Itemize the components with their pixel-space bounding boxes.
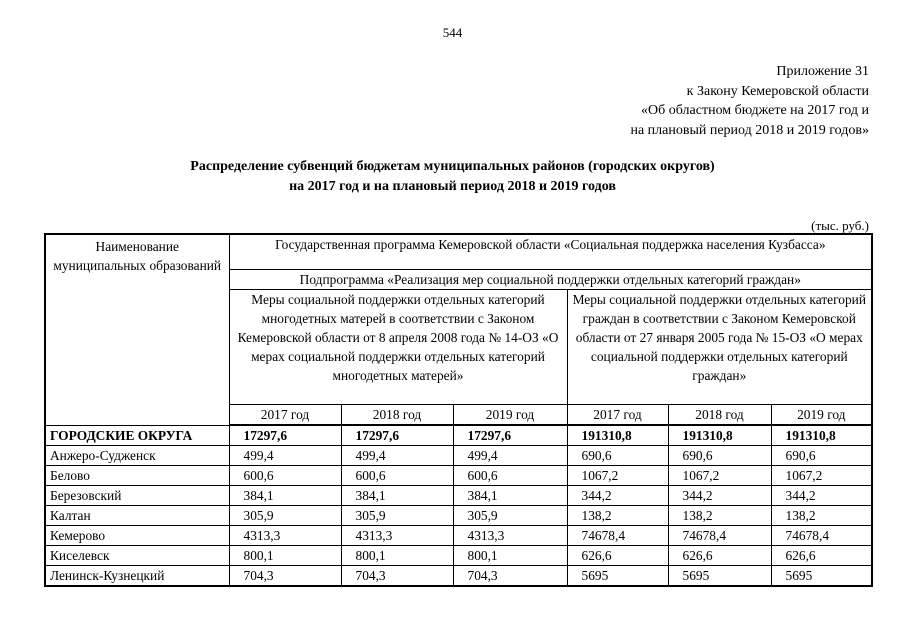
subsidy-value: 17297,6: [453, 425, 567, 446]
subsidy-value: 1067,2: [567, 466, 668, 486]
table-row: [45, 566, 872, 587]
document-title: [0, 157, 905, 197]
municipality-name: Белово: [45, 466, 229, 486]
subsidy-value: 4313,3: [341, 526, 453, 546]
subsidy-value: 690,6: [567, 446, 668, 466]
subsidy-value: 74678,4: [668, 526, 771, 546]
subsidy-value: 344,2: [567, 486, 668, 506]
year-header: 2019 год: [453, 405, 567, 426]
subsidy-value: 704,3: [229, 566, 341, 587]
units-label: (тыс. руб.): [811, 218, 869, 233]
appendix-line-1: Приложение 31: [776, 64, 869, 79]
subsidy-value: 74678,4: [771, 526, 872, 546]
subsidy-value: 5695: [771, 566, 872, 587]
subsidy-value: 499,4: [453, 446, 567, 466]
subsidy-value: 600,6: [229, 466, 341, 486]
subsidy-value: 5695: [567, 566, 668, 587]
table-row-total: [45, 425, 872, 446]
year-header: 2017 год: [229, 405, 341, 426]
table-row: [45, 486, 872, 506]
subsidy-value: 305,9: [341, 506, 453, 526]
subsidy-value: 600,6: [341, 466, 453, 486]
subsidy-value: 74678,4: [567, 526, 668, 546]
appendix-line-4: на плановый период 2018 и 2019 годов»: [630, 122, 869, 138]
subprogram-header: Подпрограмма «Реализация мер социальной поддержки отдельных категорий граждан»: [229, 270, 872, 290]
municipality-name: Березовский: [45, 486, 229, 506]
appendix-line-3: «Об областном бюджете на 2017 год и: [641, 103, 869, 118]
subsidy-value: 305,9: [453, 506, 567, 526]
measure-2-header: Меры социальной поддержки отдельных категорий граждан в соответствии с Законом Кемеровской области от 27 января 2005 года № 15-ОЗ «О мерах социальной поддержки отдельных категорий граждан»: [567, 290, 872, 405]
page-number: 544: [442, 25, 463, 40]
subsidy-value: 690,6: [668, 446, 771, 466]
table-row: [45, 446, 872, 466]
table-row: [45, 546, 872, 566]
subsidy-value: 499,4: [341, 446, 453, 466]
subsidy-value: 499,4: [229, 446, 341, 466]
subsidy-value: 704,3: [453, 566, 567, 587]
subsidy-value: 4313,3: [229, 526, 341, 546]
program-header: Государственная программа Кемеровской области «Социальная поддержка населения Кузбасса»: [229, 234, 872, 270]
subsidy-value: 191310,8: [668, 425, 771, 446]
municipality-name: ГОРОДСКИЕ ОКРУГА: [45, 425, 229, 446]
subsidy-value: 384,1: [229, 486, 341, 506]
subsidy-value: 626,6: [771, 546, 872, 566]
year-header: 2018 год: [341, 405, 453, 426]
subsidy-value: 800,1: [453, 546, 567, 566]
appendix-header: [630, 62, 869, 140]
subsidy-value: 626,6: [567, 546, 668, 566]
subsidy-value: 17297,6: [229, 425, 341, 446]
municipality-name: Киселевск: [45, 546, 229, 566]
subsidy-value: 690,6: [771, 446, 872, 466]
appendix-line-2: к Закону Кемеровской области: [686, 83, 869, 99]
subsidy-value: 191310,8: [771, 425, 872, 446]
subsidy-value: 800,1: [229, 546, 341, 566]
subsidy-value: 384,1: [453, 486, 567, 506]
subsidy-value: 704,3: [341, 566, 453, 587]
subsidy-value: 5695: [668, 566, 771, 587]
measure-1-header: Меры социальной поддержки отдельных категорий многодетных матерей в соответствии с Законом Кемеровской области от 8 апреля 2008 года № 14-ОЗ «О мерах социальной поддержки отдельных категорий многодетных матерей»: [229, 290, 567, 405]
subsidy-value: 191310,8: [567, 425, 668, 446]
title-line-2: на 2017 год и на плановый период 2018 и 2019 годов: [289, 179, 616, 194]
subsidy-table: [44, 233, 873, 587]
year-header: 2018 год: [668, 405, 771, 426]
year-header: 2017 год: [567, 405, 668, 426]
subsidy-value: 626,6: [668, 546, 771, 566]
municipality-name: Анжеро-Судженск: [45, 446, 229, 466]
subsidy-value: 138,2: [771, 506, 872, 526]
municipality-name: Ленинск-Кузнецкий: [45, 566, 229, 587]
subsidy-value: 17297,6: [341, 425, 453, 446]
subsidy-value: 800,1: [341, 546, 453, 566]
year-header: 2019 год: [771, 405, 872, 426]
table-row: [45, 506, 872, 526]
municipality-name: Кемерово: [45, 526, 229, 546]
subsidy-value: 138,2: [668, 506, 771, 526]
subsidy-value: 1067,2: [668, 466, 771, 486]
subsidy-value: 344,2: [771, 486, 872, 506]
municipality-name: Калтан: [45, 506, 229, 526]
subsidy-value: 138,2: [567, 506, 668, 526]
subsidy-value: 4313,3: [453, 526, 567, 546]
subsidy-value: 305,9: [229, 506, 341, 526]
subsidy-value: 384,1: [341, 486, 453, 506]
subsidy-value: 600,6: [453, 466, 567, 486]
table-row: [45, 466, 872, 486]
column-header-name: Наименование муниципальных образований: [45, 234, 229, 425]
table-row: [45, 526, 872, 546]
subsidy-value: 344,2: [668, 486, 771, 506]
subsidy-value: 1067,2: [771, 466, 872, 486]
title-line-1: Распределение субвенций бюджетам муниципальных районов (городских округов): [190, 159, 715, 174]
